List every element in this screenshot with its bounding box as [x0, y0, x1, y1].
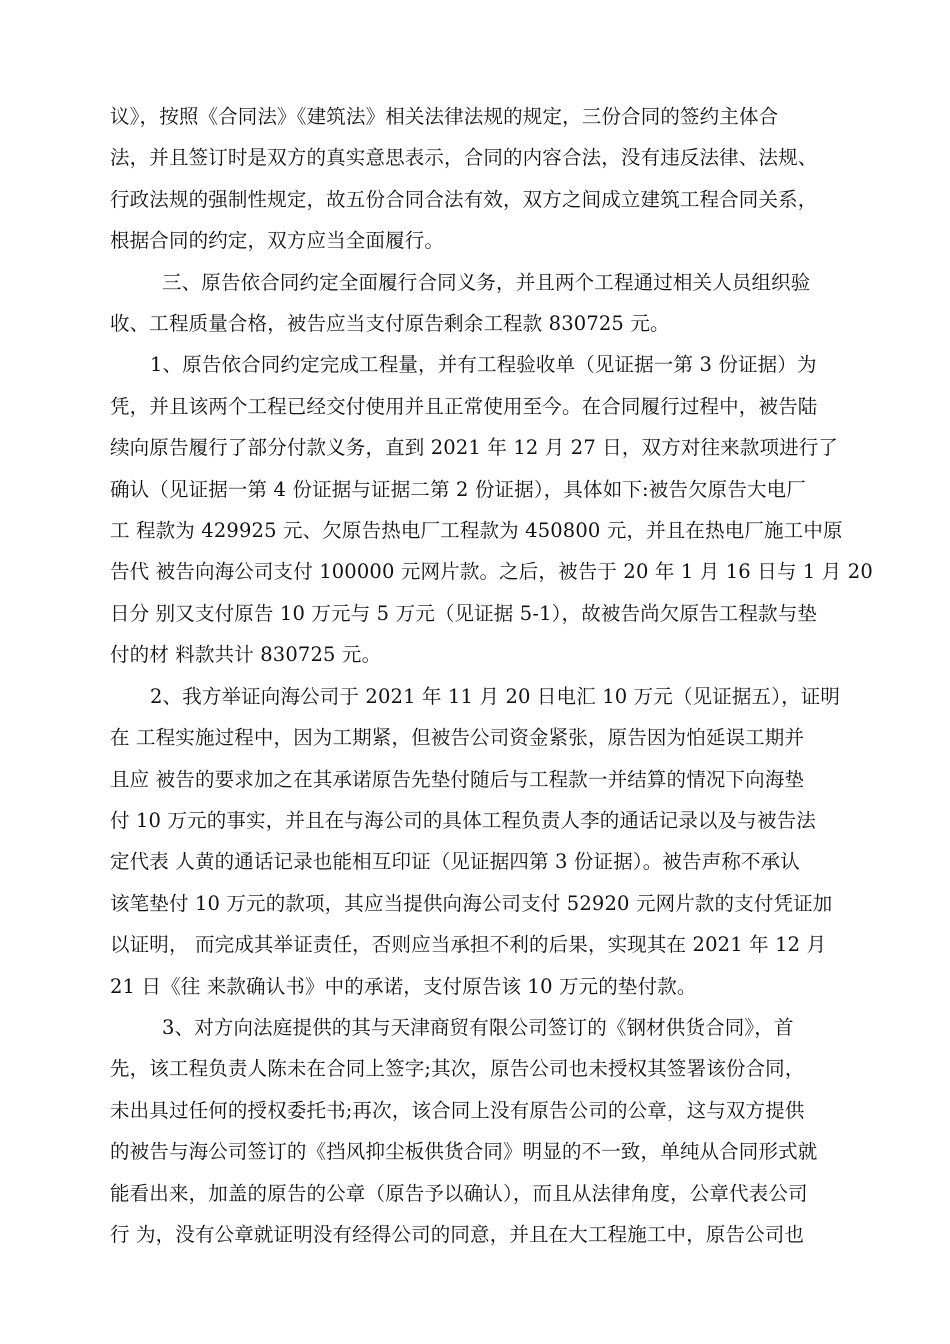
paragraph-section-three-heading [110, 262, 840, 345]
paragraph-point-three [110, 1007, 840, 1255]
text-line: 先，该工程负责人陈未在合同上签字;其次，原告公司也未授权其签署该份合同， [110, 1057, 805, 1081]
text-line: 工 程款为 429925 元、欠原告热电厂工程款为 450800 元，并且在热电厂施工中原 [110, 519, 843, 543]
text-line: 3、对方向法庭提供的其与天津商贸有限公司签订的《钢材供货合同》，首 [162, 1015, 794, 1039]
text-line: 日分 别又支付原告 10 万元与 5 万元（见证据 5-1），故被告尚欠原告工程款与垫 [110, 601, 818, 625]
text-line: 的被告与海公司签订的《挡风抑尘板供货合同》明显的不一致，单纯从合同形式就 [110, 1140, 818, 1164]
text-line: 21 日《往 来款确认书》中的承诺，支付原告该 10 万元的垫付款。 [110, 974, 697, 998]
text-line: 行政法规的强制性规定，故五份合同合法有效，双方之间成立建筑工程合同关系， [110, 187, 818, 211]
text-line: 续向原告履行了部分付款义务，直到 2021 年 12 月 27 日，双方对往来款项进行了 [110, 436, 839, 460]
document-page [110, 96, 873, 1255]
text-line: 该笔垫付 10 万元的款项，其应当提供向海公司支付 52920 元网片款的支付凭证加 [110, 891, 833, 915]
text-line: 未出具过任何的授权委托书;再次，该合同上没有原告公司的公章，这与双方提供 [110, 1098, 805, 1122]
text-line: 议》，按照《合同法》《建筑法》相关法律法规的规定，三份合同的签约主体合 [110, 105, 779, 128]
text-line: 1、原告依合同约定完成工程量，并有工程验收单（见证据一第 3 份证据）为 [150, 353, 817, 377]
text-line: 定代表 人黄的通话记录也能相互印证（见证据四第 3 份证据）。被告声称不承认 [110, 850, 800, 874]
text-line: 根据合同的约定，双方应当全面履行。 [110, 229, 445, 253]
text-line: 收、工程质量合格，被告应当支付原告剩余工程款 830725 元。 [110, 312, 670, 336]
text-line: 付的材 料款共计 830725 元。 [110, 643, 382, 667]
text-line: 法，并且签订时是双方的真实意思表示，合同的内容合法，没有违反法律、法规、 [110, 146, 818, 170]
text-line: 凭，并且该两个工程已经交付使用并且正常使用至今。在合同履行过程中，被告陆 [110, 394, 818, 418]
paragraph-point-one [110, 344, 873, 675]
text-line: 行 为，没有公章就证明没有经得公司的同意，并且在大工程施工中，原告公司也 [110, 1222, 805, 1246]
text-line: 2、我方举证向海公司于 2021 年 11 月 20 日电汇 10 万元（见证据五），证明 [150, 684, 841, 708]
text-line: 确认（见证据一第 4 份证据与证据二第 2 份证据），具体如下:被告欠原告大电厂 [110, 477, 806, 501]
text-line: 告代 被告向海公司支付 100000 元网片款。之后，被告于 20 年 1 月 16 日与 1 月 20 [110, 560, 873, 584]
paragraph-contract-validity [110, 96, 840, 262]
text-line: 在 工程实施过程中，因为工期紧，但被告公司资金紧张，原告因为怕延误工期并 [110, 726, 805, 750]
paragraph-point-two [110, 676, 840, 1007]
text-line: 以证明， 而完成其举证责任，否则应当承担不利的后果，实现其在 2021 年 12 月 [110, 933, 827, 957]
text-line: 且应 被告的要求加之在其承诺原告先垫付随后与工程款一并结算的情况下向海垫 [110, 767, 805, 791]
text-line: 付 10 万元的事实，并且在与海公司的具体工程负责人李的通话记录以及与被告法 [110, 808, 816, 832]
text-line: 能看出来，加盖的原告的公章（原告予以确认），而且从法律角度，公章代表公司 [110, 1181, 808, 1205]
text-line: 三、原告依合同约定全面履行合同义务，并且两个工程通过相关人员组织验 [162, 270, 811, 294]
